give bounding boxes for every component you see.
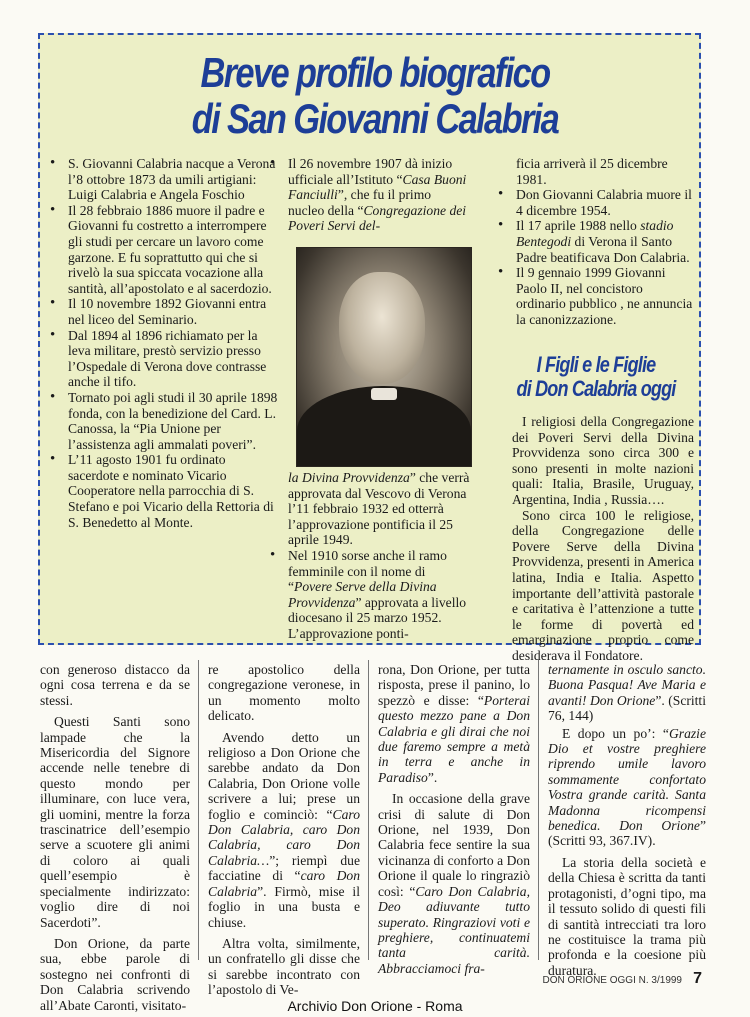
article-column-2 <box>208 662 360 998</box>
bio-item: • Tornato poi agli studi il 30 aprile 1898 fonda, con la benedizione del Card. L. Canossa, la “Pia Unione per l’assistenza agli ammalati poveri”. <box>50 390 280 452</box>
column-divider <box>368 660 369 960</box>
biography-column-2-bottom <box>270 470 470 642</box>
paragraph: Sono circa 100 le religiose, della Congregazione delle Povere Serve della Divina Provvidenza, presenti in America latina, India e Italia. Aspetto importante dell’attività pastorale e caritativa è l’attenzione a tutte le forme di povertà ed emarginazione proprio come desiderava il Fondatore. <box>512 507 694 663</box>
paragraph: re apostolico della congregazione veronese, in un momento molto delicato. <box>208 662 360 724</box>
bio-item: • L’11 agosto 1901 fu ordinato sacerdote e nominato Vicario Cooperatore nella parrocchia di S. Stefano e poi Vicario della Rettoria di S. Benedetto al Monte. <box>50 452 280 530</box>
title-line-1: Breve profilo biografico <box>200 49 550 96</box>
bio-item: • Don Giovanni Calabria muore il 4 dicembre 1954. <box>498 187 694 218</box>
bio-item: • Dal 1894 al 1896 richiamato per la leva militare, prestò servizio presso l’Ospedale di Verona dove contrasse anche il tifo. <box>50 328 280 390</box>
paragraph: rona, Don Orione, per tutta risposta, prese il panino, lo spezzò e disse: “Porterai questo mezzo pane a Don Calabria e gli dirai che noi due faremo sempre a metà in terra e anche in Paradiso”. <box>378 662 530 785</box>
paragraph: ternamente in osculo sancto. Buona Pasqua! Ave Maria e avanti! Don Orione”. (Scritti 76, 144) <box>548 662 706 724</box>
paragraph: Avendo detto un religioso a Don Orione che sarebbe andato da Don Calabria, Don Orione volle scrivere a lui; prese un foglio e cominciò: “Caro Don Calabria, caro Don Calabria, caro Don Calabria…”; riempì due facciatine di “caro Don Calabria”. Firmò, mise il foglio in una busta e chiuse. <box>208 729 360 930</box>
column-divider <box>198 660 199 960</box>
bio-item: • Il 26 novembre 1907 dà inizio ufficiale all’Istituto “Casa Buoni Fanciulli”, che fu il primo nucleo della “Congregazione dei Poveri Servi del- <box>270 156 470 234</box>
bio-item: • Nel 1910 sorse anche il ramo femminile con il nome di “Povere Serve della Divina Provvidenza” approvata a livello diocesano il 25 marzo 1952. L’approvazione ponti- <box>270 548 470 642</box>
paragraph: Don Orione, da parte sua, ebbe parole di sostegno nei confronti di Don Calabria scrivendo all’Abate Caronti, visitato- <box>40 935 190 1013</box>
portrait-photo <box>296 247 472 467</box>
bio-item: • Il 17 aprile 1988 nello stadio Bentegodi di Verona il Santo Padre beatificava Don Calabria. <box>498 218 694 265</box>
biography-column-3 <box>498 156 694 328</box>
paragraph: I religiosi della Congregazione dei Poveri Servi della Divina Provvidenza sono circa 300 e sono presenti in molte nazioni quali: Italia, Brasile, Uruguay, Argentina, India , Russia…. <box>512 414 694 507</box>
subtitle-line-1: I Figli e le Figlie <box>536 352 656 377</box>
bio-item-continued: la Divina Provvidenza” che verrà approvata dal Vescovo di Verona l’11 febbraio 1932 ed otterrà l’approvazione pontificia il 25 aprile 1949. <box>288 470 470 548</box>
paragraph: con generoso distacco da ogni cosa terrena e da se stessi. <box>40 662 190 708</box>
magazine-footer: DON ORIONE OGGI N. 3/1999 <box>542 975 682 986</box>
page-number: 7 <box>693 970 702 987</box>
archive-caption: Archivio Don Orione - Roma <box>287 998 463 1014</box>
paragraph: E dopo un po’: “Grazie Dio et vostre preghiere riprendo umile lavoro sommamente confortato Vostra grande carità. Santa Madonna ricompensi benedica. Don Orione” (Scritti 93, 367.IV). <box>548 725 706 849</box>
bio-item: • Il 28 febbraio 1886 muore il padre e Giovanni fu costretto a interrompere gli studi per cercare un lavoro come garzone. E fu soprattutto qui che si rivelò la sua spiccata vocazione alla santità, all’apostolato e al sacerdozio. <box>50 203 280 297</box>
bio-item: • Il 10 novembre 1892 Giovanni entra nel liceo del Seminario. <box>50 296 280 327</box>
bio-item-continued: ficia arriverà il 25 dicembre 1981. <box>516 156 668 187</box>
article-column-3 <box>378 662 530 976</box>
bio-item: • S. Giovanni Calabria nacque a Verona l’8 ottobre 1873 da umili artigiani: Luigi Calabria e Angela Foschio <box>50 156 280 203</box>
bio-item: • Il 9 gennaio 1999 Giovanni Paolo II, nel concistoro ordinario pubblico , ne annuncia la canonizzazione. <box>498 265 694 327</box>
column-divider <box>538 660 539 960</box>
paragraph: Questi Santi sono lampade che la Misericordia del Signore accende nelle tenebre di questo mondo per illuminare, con luce vera, gli uomini, mentre la forza trascinatrice dell’esempio serve a scuotere gli animi di coloro ai quali quell’esempio è specialmente indirizzato: voglio dire di noi Sacerdoti”. <box>40 714 190 930</box>
title-line-2: di San Giovanni Calabria <box>191 95 559 142</box>
biography-column-2-top <box>270 156 470 234</box>
article-column-1 <box>40 662 190 1013</box>
paragraph: In occasione della grave crisi di salute di Don Orione, nel 1939, Don Calabria fece sentire la sua vicinanza di conforto a Don Orione il quale lo ringraziò così: “Caro Don Calabria, Deo adiuvante tutto superato. Ringraziovi voti e preghiere, continuatemi tanta carità. Abbracciamoci fra- <box>378 791 530 976</box>
paragraph: Altra volta, similmente, un confratello gli disse che si sarebbe incontrato con l’apostolo di Ve- <box>208 935 360 998</box>
subtitle-line-2: di Don Calabria oggi <box>516 376 676 401</box>
biography-column-1 <box>50 156 280 530</box>
paragraph: La storia della società e della Chiesa è scritta da tanti protagonisti, d’ogni tipo, ma il tessuto solido di questi fili di santità intrecciati tra loro ne costituisce la trama più profonda e la coesione più duratura. <box>548 854 706 978</box>
congregation-text <box>512 414 694 664</box>
article-column-4 <box>548 662 706 978</box>
